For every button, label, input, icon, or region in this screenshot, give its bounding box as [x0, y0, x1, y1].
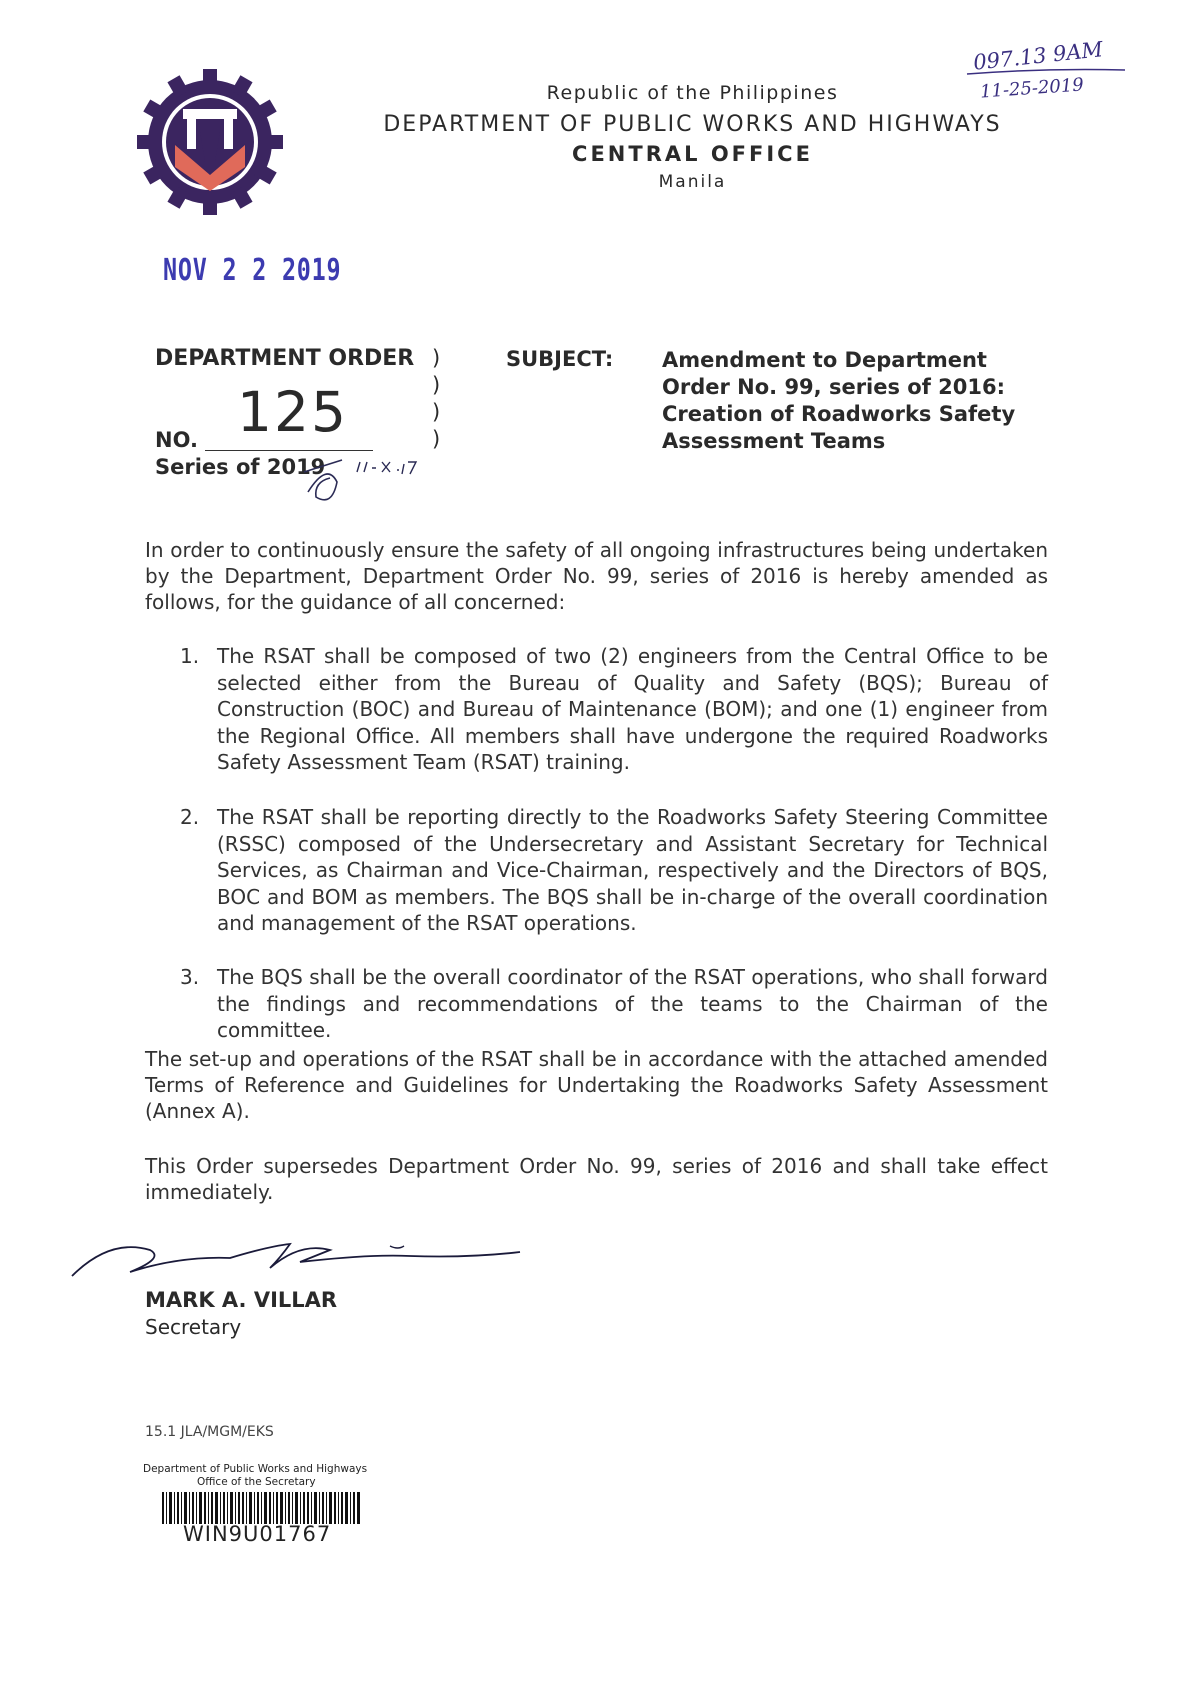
order-no-label: NO. — [155, 428, 198, 452]
setup-paragraph: The set-up and operations of the RSAT shall be in accordance with the attached amended Terms of Reference and Guidelines for Undertaking the Roadworks Safety Assessment (Annex A). — [145, 1047, 1048, 1123]
city-name: Manila — [658, 172, 727, 192]
date-stamp: NOV 2 2 2019 — [163, 253, 342, 288]
paren: ) — [432, 373, 441, 397]
signatory-title: Secretary — [145, 1315, 242, 1339]
barcode-number: WIN9U01767 — [183, 1522, 332, 1546]
reference-code: 15.1 JLA/MGM/EKS — [145, 1424, 274, 1440]
signature-icon — [70, 1228, 530, 1288]
subject-label: SUBJECT: — [506, 347, 614, 371]
order-number: 125 — [237, 380, 348, 444]
list-item-text: The BQS shall be the overall coordinator of the RSAT operations, who shall forward the findings and recommendations of the teams to the Chairman of the committee. — [217, 965, 1048, 1042]
handwritten-note-line1: 097.13 9AM — [972, 37, 1105, 75]
subject-text: Amendment to Department Order No. 99, series of 2016: Creation of Roadworks Safety Assessment Teams — [662, 348, 1016, 453]
order-series: Series of 2019 — [155, 455, 326, 479]
paren: ) — [432, 400, 441, 424]
department-name: DEPARTMENT OF PUBLIC WORKS AND HIGHWAYS — [383, 112, 1002, 137]
intro-paragraph: In order to continuously ensure the safety of all ongoing infrastructures being undertaken by the Department, Department Order No. 99, series of 2016 is hereby amended as follows, for the guidance of all concerned: — [145, 538, 1048, 614]
office-name: CENTRAL OFFICE — [572, 142, 813, 166]
list-item-number: 2. — [180, 805, 200, 829]
handwritten-underline — [965, 44, 1130, 104]
receipt-department: Department of Public Works and Highways — [143, 1463, 368, 1475]
order-number-underline — [205, 450, 373, 451]
paren: ) — [432, 346, 441, 370]
barcode-icon — [162, 1492, 360, 1524]
initial-scribble-icon — [302, 452, 432, 510]
list-item-number: 1. — [180, 644, 200, 668]
receipt-office: Office of the Secretary — [197, 1476, 316, 1488]
supersede-paragraph: This Order supersedes Department Order No. 99, series of 2016 and shall take effect immediately. — [145, 1154, 1048, 1204]
list-item-number: 3. — [180, 965, 200, 989]
order-title: DEPARTMENT ORDER — [155, 346, 415, 371]
list-item-text: The RSAT shall be composed of two (2) engineers from the Central Office to be selected either from the Bureau of Quality and Safety (BQS); Bureau of Construction (BOC) and Bureau of Maintenance (BOM); and one (1) engineer from the Regional Office. All members shall have undergone the required Roadworks Safety Assessment Team (RSAT) training. — [217, 644, 1048, 774]
republic-line: Republic of the Philippines — [546, 82, 839, 104]
signatory-name: MARK A. VILLAR — [145, 1288, 338, 1312]
handwritten-note-line2: 11-25-2019 — [979, 74, 1085, 103]
list-item-text: The RSAT shall be reporting directly to the Roadworks Safety Steering Committee (RSSC) composed of the Undersecretary and Assistant Secretary for Technical Services, as Chairman and Vice-Chairman, respectively and the Directors of BQS, BOC and BOM as members. The BQS shall be in-charge of the overall coordination and management of the RSAT operations. — [217, 805, 1048, 935]
paren: ) — [432, 427, 441, 451]
